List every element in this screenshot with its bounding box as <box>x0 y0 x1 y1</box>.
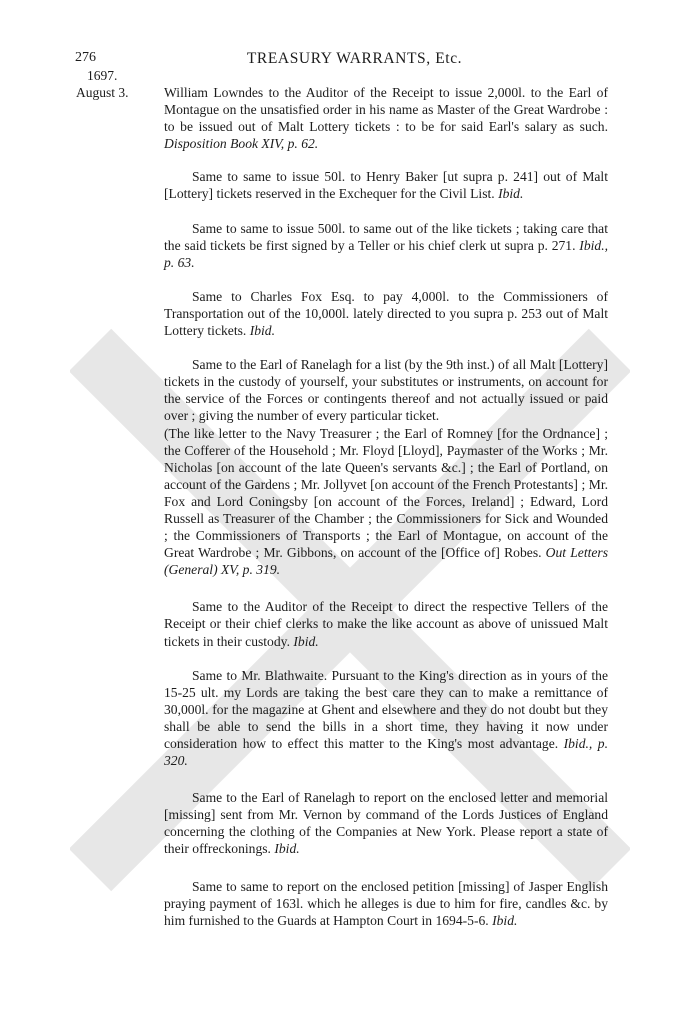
running-title: TREASURY WARRANTS, Etc. <box>246 50 463 67</box>
entry-text: Same to Mr. Blathwaite. Pursuant to the King's direction as in yours of the 15-25 ult. my Lords are taking the best care they can to make a remittance of 30,000l. for the magazine at Ghent and elsewhere and they do not doubt but they shall be able to send the bills in a short time, they having it now under consideration how to effect this matter to the King's most advantage. <box>164 667 608 751</box>
margin-date: August 3. <box>76 85 129 100</box>
entry-reference: Ibid., p. 63. <box>164 237 608 270</box>
entry-text: Same to the Earl of Ranelagh to report on the enclosed letter and memorial [missing] sent from Mr. Vernon by command of the Lords Justices of England concerning the clothing of the Companies at New York. Please report a state of their offreckonings. <box>164 790 608 857</box>
entry-reference: Out Letters (General) XV, p. 319. <box>164 545 608 578</box>
entry-text: Same to same to issue 50l. to Henry Baker [ut supra p. 241] out of Malt [Lottery] tickets reserved in the Exchequer for the Civil List. <box>164 169 608 202</box>
entry-paragraph <box>164 168 608 202</box>
entry-text: (The like letter to the Navy Treasurer ; the Earl of Romney [for the Ordnance] ; the Cofferer of the Household ; Mr. Floyd [Lloyd], Paymaster of the Works ; Mr. Nicholas [on account of the late Queen's servants &c.] ; the Earl of Portland, on account of the Gardens ; Mr. Jollyvet [on account of the French Protestants] ; Mr. Fox and Lord Coningsby [on account of the Forces, Ireland] ; Edward, Lord Russell as Treasurer of the Chamber ; the Commissioners for Sick and Wounded ; the Commissioners of Transports ; the Earl of Montague, on account of the Great Wardrobe ; Mr. Gibbons, on account of the [Office of] Robes. <box>164 425 608 561</box>
entry-text: Same to the Earl of Ranelagh for a list (by the 9th inst.) of all Malt [Lottery] tickets in the custody of yourself, your substitutes or instruments, on account for the service of the Forces or contingents thereof and not actually issued or paid over ; giving the number of every particular ticket. <box>164 357 608 424</box>
entry-text: Same to same to issue 500l. to same out of the like tickets ; taking care that the said tickets be first signed by a Teller or his chief clerk ut supra p. 271. <box>164 220 608 253</box>
entry-paragraph <box>164 598 608 649</box>
entry-paragraph <box>164 288 608 339</box>
entry-text: Same to same to report on the enclosed petition [missing] of Jasper English praying payment of 163l. which he alleges is due to him for fire, candles &c. by him furnished to the Guards at Hampton Court in 1694-5-6. <box>164 878 608 928</box>
entry-paragraph <box>164 878 608 929</box>
entry-text: William Lowndes to the Auditor of the Receipt to issue 2,000l. to the Earl of Montague on the unsatisfied order in his name as Master of the Great Wardrobe : to be issued out of Malt Lottery tickets : to be for said Earl's salary as such. <box>164 85 608 135</box>
margin-year: 1697. <box>87 68 118 83</box>
entry-paragraph <box>164 220 608 271</box>
entry-paragraph <box>164 84 608 152</box>
entry-reference: Ibid. <box>249 323 275 339</box>
entry-text: Same to Charles Fox Esq. to pay 4,000l. to the Commissioners of Transportation out of the 10,000l. lately directed to you supra p. 253 out of Malt Lottery tickets. <box>164 288 608 339</box>
entry-reference: Ibid. <box>274 841 300 857</box>
entry-paragraph <box>164 425 608 579</box>
entry-text: Same to the Auditor of the Receipt to direct the respective Tellers of the Receipt or their chief clerks to make the like account as above of unissued Malt tickets in their custody. <box>164 599 608 649</box>
entry-paragraph <box>164 789 608 857</box>
entry-reference: Ibid. <box>293 633 319 649</box>
page-number: 276 <box>75 50 96 65</box>
entry-reference: Ibid., p. 320. <box>164 736 608 769</box>
entry-paragraph <box>164 667 608 770</box>
entry-paragraph <box>164 356 608 424</box>
entries-column <box>164 84 608 929</box>
entry-reference: Disposition Book XIV, p. 62. <box>164 136 319 152</box>
entry-reference: Ibid. <box>498 186 524 202</box>
entry-reference: Ibid. <box>492 912 518 928</box>
